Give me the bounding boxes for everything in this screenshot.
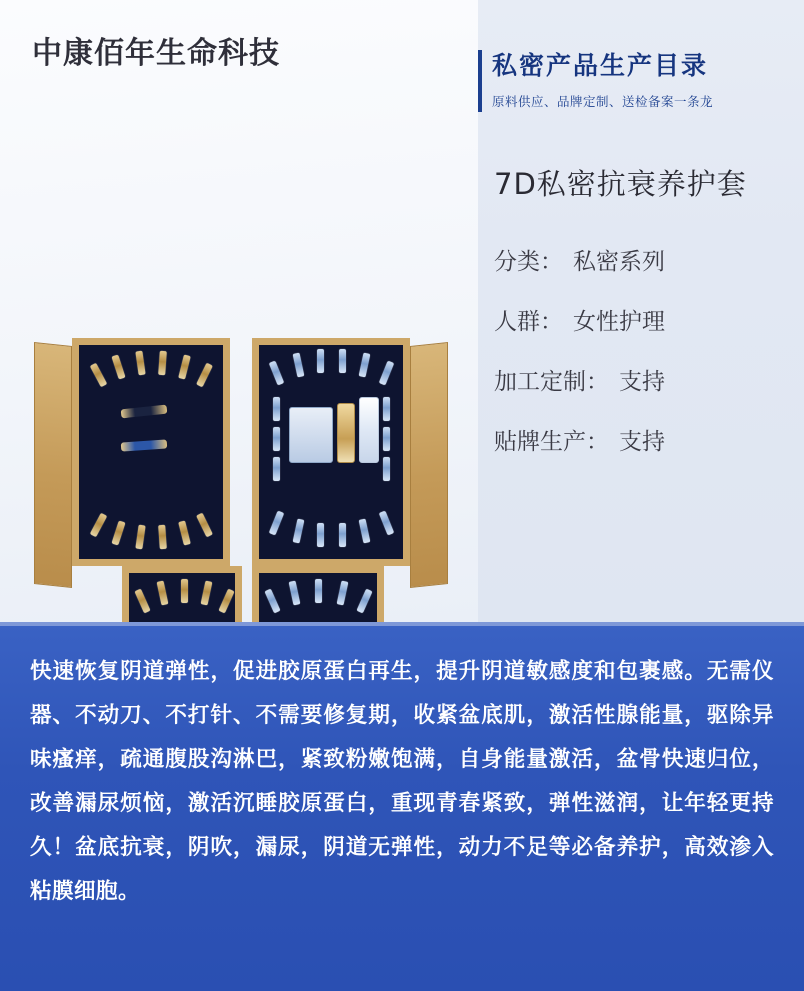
case-panel-lower-right (252, 566, 384, 622)
case-panel-blue-vials (252, 338, 410, 566)
catalog-subtitle: 原料供应、品牌定制、送检备案一条龙 (492, 94, 714, 109)
spec-list (494, 243, 804, 456)
spec-value: 私密系列 (573, 249, 665, 275)
spec-value: 女性护理 (573, 309, 665, 335)
spec-value: 支持 (619, 369, 665, 395)
spec-row-oem (494, 423, 804, 456)
spec-value: 支持 (619, 429, 665, 455)
spec-label: 贴牌生产： (494, 429, 609, 455)
brand-name: 中康佰年生命科技 (32, 36, 280, 71)
product-info-panel (478, 0, 804, 622)
spec-row-category (494, 243, 804, 276)
spec-row-audience (494, 303, 804, 336)
spec-label: 人群： (494, 309, 563, 335)
catalog-title: 私密产品生产目录 (492, 51, 709, 80)
catalog-header (478, 46, 804, 110)
case-panel-lower-left (122, 566, 242, 622)
product-photo (30, 330, 450, 622)
spec-label: 分类： (494, 249, 563, 275)
description-section (0, 622, 804, 991)
case-wing-left (34, 342, 72, 588)
spec-row-custom-processing (494, 363, 804, 396)
page-title: 7D私密抗衰养护套 (494, 167, 747, 201)
case-panel-gold-vials (72, 338, 230, 566)
product-case-illustration (30, 330, 450, 622)
spec-label: 加工定制： (494, 369, 609, 395)
product-image-panel (0, 0, 478, 622)
case-wing-right (410, 342, 448, 588)
description-text: 快速恢复阴道弹性，促进胶原蛋白再生，提升阴道敏感度和包裹感。无需仪器、不动刀、不打针、不需要修复期，收紧盆底肌，激活性腺能量，驱除异味瘙痒，疏通腹股沟淋巴，紧致粉嫩饱满，自身能量激活，盆骨快速归位，改善漏尿烦恼，激活沉睡胶原蛋白，重现青春紧致，弹性滋润，让年轻更持久！盆底抗衰，阴吹，漏尿，阴道无弹性，动力不足等必备养护，高效渗入粘膜细胞。 (30, 659, 774, 904)
